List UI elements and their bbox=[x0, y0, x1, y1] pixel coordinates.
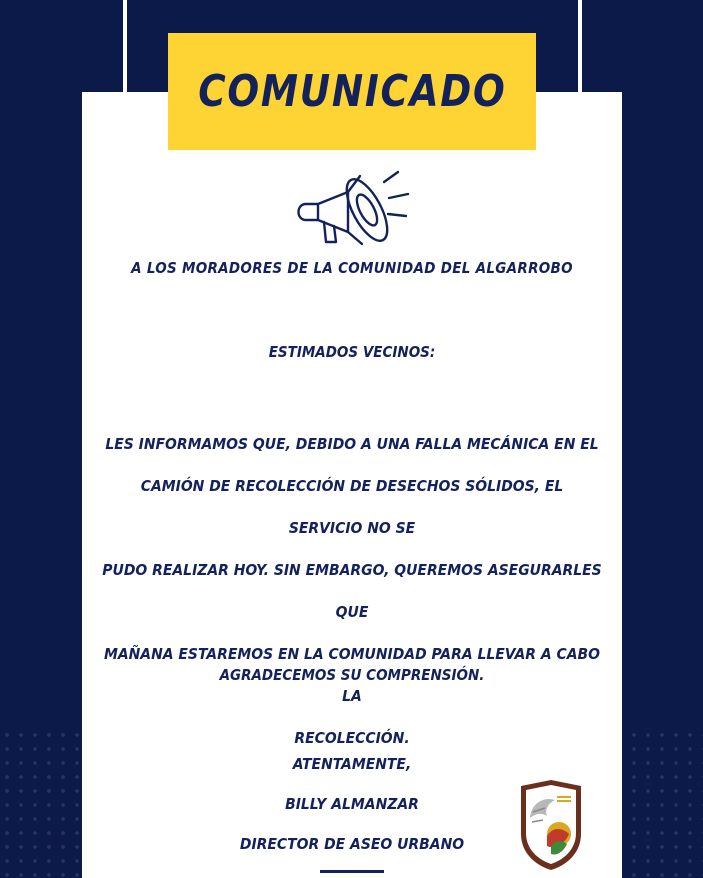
closing: ATENTAMENTE, bbox=[292, 755, 412, 773]
municipal-seal-icon bbox=[517, 778, 585, 872]
decorative-stripe-right bbox=[578, 0, 582, 92]
body-line: PUDO REALIZAR HOY. SIN EMBARGO, QUEREMOS ASEGURARLES QUE bbox=[102, 561, 602, 621]
dot-pattern-left bbox=[0, 728, 90, 878]
notice-body bbox=[102, 423, 602, 759]
body-line: LES INFORMAMOS QUE, DEBIDO A UNA FALLA MECÁNICA EN EL bbox=[105, 435, 599, 453]
notice-thanks: AGRADECEMOS SU COMPRENSIÓN. bbox=[219, 666, 485, 684]
megaphone-icon bbox=[288, 158, 416, 250]
dot-pattern-right bbox=[613, 728, 703, 878]
banner-title: COMUNICADO bbox=[197, 66, 507, 117]
decorative-underline bbox=[320, 870, 384, 873]
body-line: MAÑANA ESTAREMOS EN LA COMUNIDAD PARA LLEVAR A CABO LA bbox=[103, 645, 601, 705]
body-line: CAMIÓN DE RECOLECCIÓN DE DESECHOS SÓLIDOS, EL SERVICIO NO SE bbox=[140, 477, 564, 537]
decorative-stripe-left bbox=[123, 0, 127, 92]
notice-greeting: ESTIMADOS VECINOS: bbox=[268, 343, 436, 361]
body-line: RECOLECCIÓN. bbox=[294, 729, 410, 747]
notice-heading: A LOS MORADORES DE LA COMUNIDAD DEL ALGARROBO bbox=[131, 259, 573, 277]
title-banner bbox=[168, 33, 536, 150]
signer-name: BILLY ALMANZAR bbox=[285, 795, 419, 813]
signer-title: DIRECTOR DE ASEO URBANO bbox=[239, 835, 465, 853]
